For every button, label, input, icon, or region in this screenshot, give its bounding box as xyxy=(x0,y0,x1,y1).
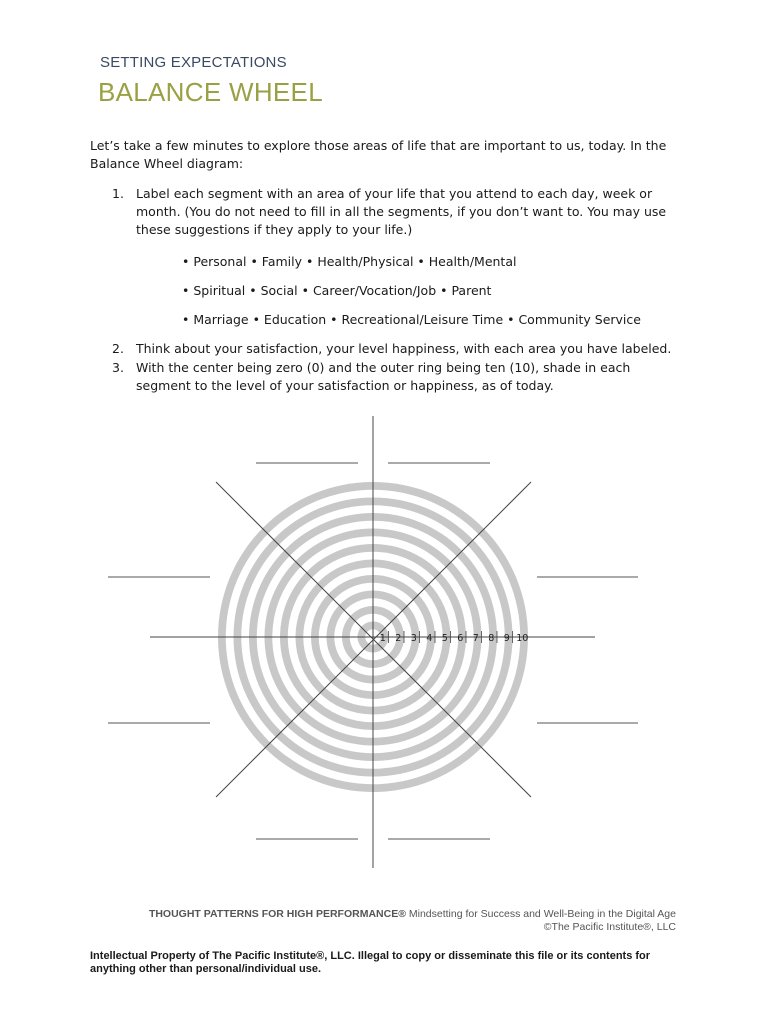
brand-tagline: Mindsetting for Success and Well-Being in the Digital Age xyxy=(405,908,676,920)
copyright: ©The Pacific Institute®, LLC xyxy=(543,921,676,933)
suggestion-line-2: • Spiritual • Social • Career/Vocation/Job • Parent xyxy=(182,283,492,298)
step-text: With the center being zero (0) and the outer ring being ten (10), shade in each segment to the level of your satisfaction or happiness, as of today. xyxy=(136,360,631,393)
ring-number-label: 1 xyxy=(379,633,386,644)
step-text: Think about your satisfaction, your level happiness, with each area you have labeled. xyxy=(136,341,672,356)
ring-number-label: 8 xyxy=(488,633,495,644)
ring-number-label: 7 xyxy=(472,633,479,644)
ring-number-label: 4 xyxy=(426,633,433,644)
legal-notice: Intellectual Property of The Pacific Institute®, LLC. Illegal to copy or disseminate this file or its contents for anything other than personal/individual use. xyxy=(90,950,651,975)
footer-brand-line xyxy=(149,908,676,920)
ring-number-label: 2 xyxy=(395,633,402,644)
footer-brand xyxy=(149,908,676,933)
page-title: BALANCE WHEEL xyxy=(98,77,323,107)
step-number: 1. xyxy=(112,186,124,201)
step-text: Label each segment with an area of your life that you attend to each day, week or month. (You do not need to fill in all the segments, if you don’t want to. You may use these suggestions if they apply to your life.) xyxy=(136,186,667,237)
intro-paragraph: Let’s take a few minutes to explore those areas of life that are important to us, today. In the Balance Wheel diagram: xyxy=(90,138,667,171)
step-number: 2. xyxy=(112,341,124,356)
ring-number-label: 3 xyxy=(410,633,417,644)
ring-number-label: 10 xyxy=(516,633,529,644)
suggestion-line-1: • Personal • Family • Health/Physical • Health/Mental xyxy=(182,254,517,269)
ring-number-label: 9 xyxy=(503,633,510,644)
suggestion-line-3: • Marriage • Education • Recreational/Leisure Time • Community Service xyxy=(182,312,641,327)
ring-number-label: 6 xyxy=(457,633,464,644)
step-number: 3. xyxy=(112,360,124,375)
brand-name: THOUGHT PATTERNS FOR HIGH PERFORMANCE® xyxy=(148,908,406,920)
header-eyebrow: SETTING EXPECTATIONS xyxy=(100,54,287,71)
ring-number-label: 5 xyxy=(441,633,448,644)
